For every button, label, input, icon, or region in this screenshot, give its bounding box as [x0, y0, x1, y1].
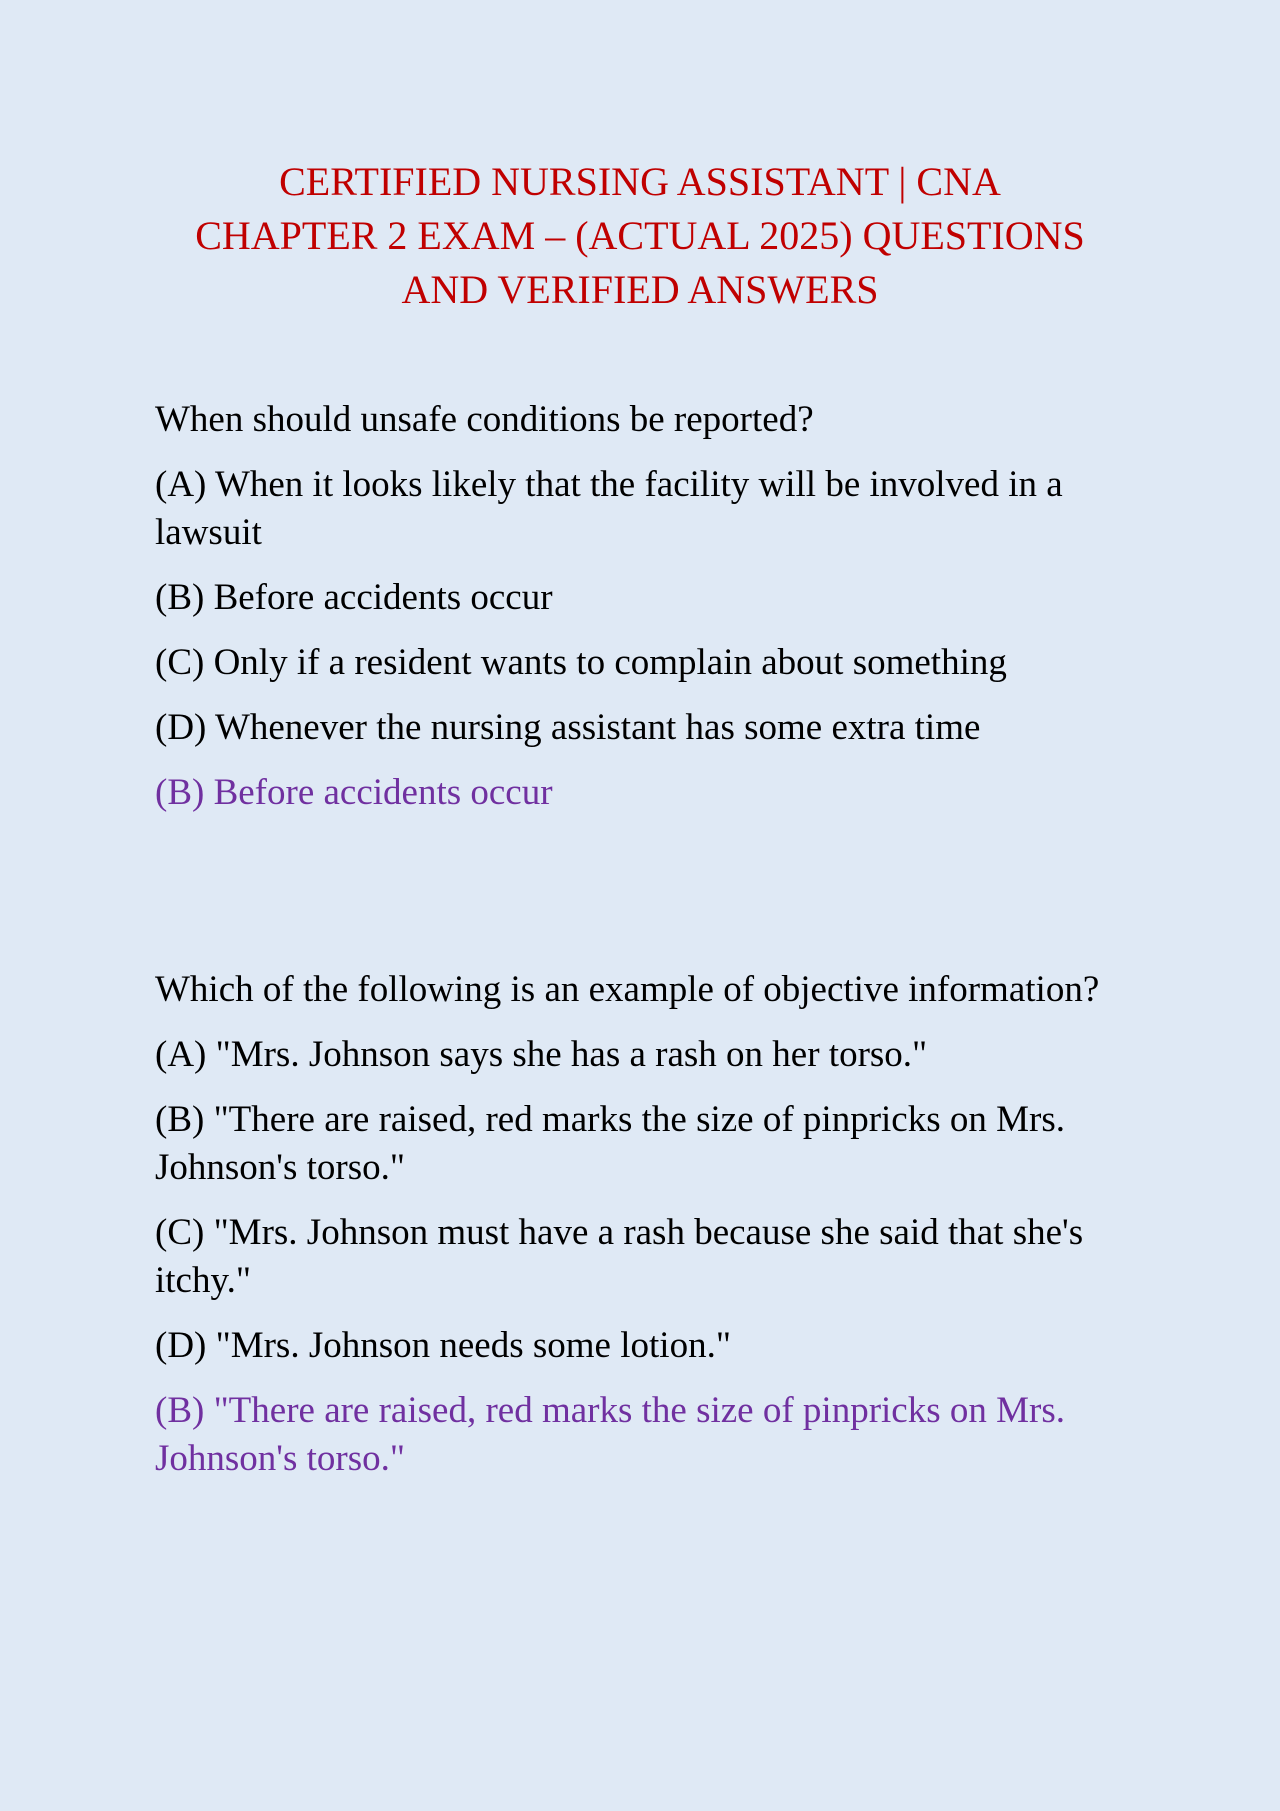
option-c: (C) Only if a resident wants to complain about something [155, 642, 1007, 683]
option-d: (D) "Mrs. Johnson needs some lotion." [155, 1325, 731, 1366]
title-line-2: CHAPTER 2 EXAM – (ACTUAL 2025) QUESTIONS [195, 213, 1085, 258]
question-2 [155, 966, 1130, 1500]
option-a: (A) When it looks likely that the facility will be involved in a lawsuit [155, 464, 1063, 553]
title-line-3: AND VERIFIED ANSWERS [401, 267, 879, 312]
option-d: (D) Whenever the nursing assistant has some extra time [155, 707, 981, 748]
correct-answer: (B) "There are raised, red marks the size of pinpricks on Mrs. Johnson's torso." [155, 1390, 1065, 1479]
question-text: Which of the following is an example of objective information? [155, 969, 1100, 1010]
question-text: When should unsafe conditions be reported? [155, 399, 814, 440]
option-c: (C) "Mrs. Johnson must have a rash because she said that she's itchy." [155, 1212, 1084, 1301]
title-line-1: CERTIFIED NURSING ASSISTANT | CNA [279, 159, 1001, 204]
document-title [140, 155, 1140, 317]
question-1 [155, 396, 1130, 834]
option-a: (A) "Mrs. Johnson says she has a rash on her torso." [155, 1034, 928, 1075]
correct-answer: (B) Before accidents occur [155, 772, 553, 813]
option-b: (B) Before accidents occur [155, 577, 553, 618]
option-b: (B) "There are raised, red marks the size of pinpricks on Mrs. Johnson's torso." [155, 1099, 1065, 1188]
